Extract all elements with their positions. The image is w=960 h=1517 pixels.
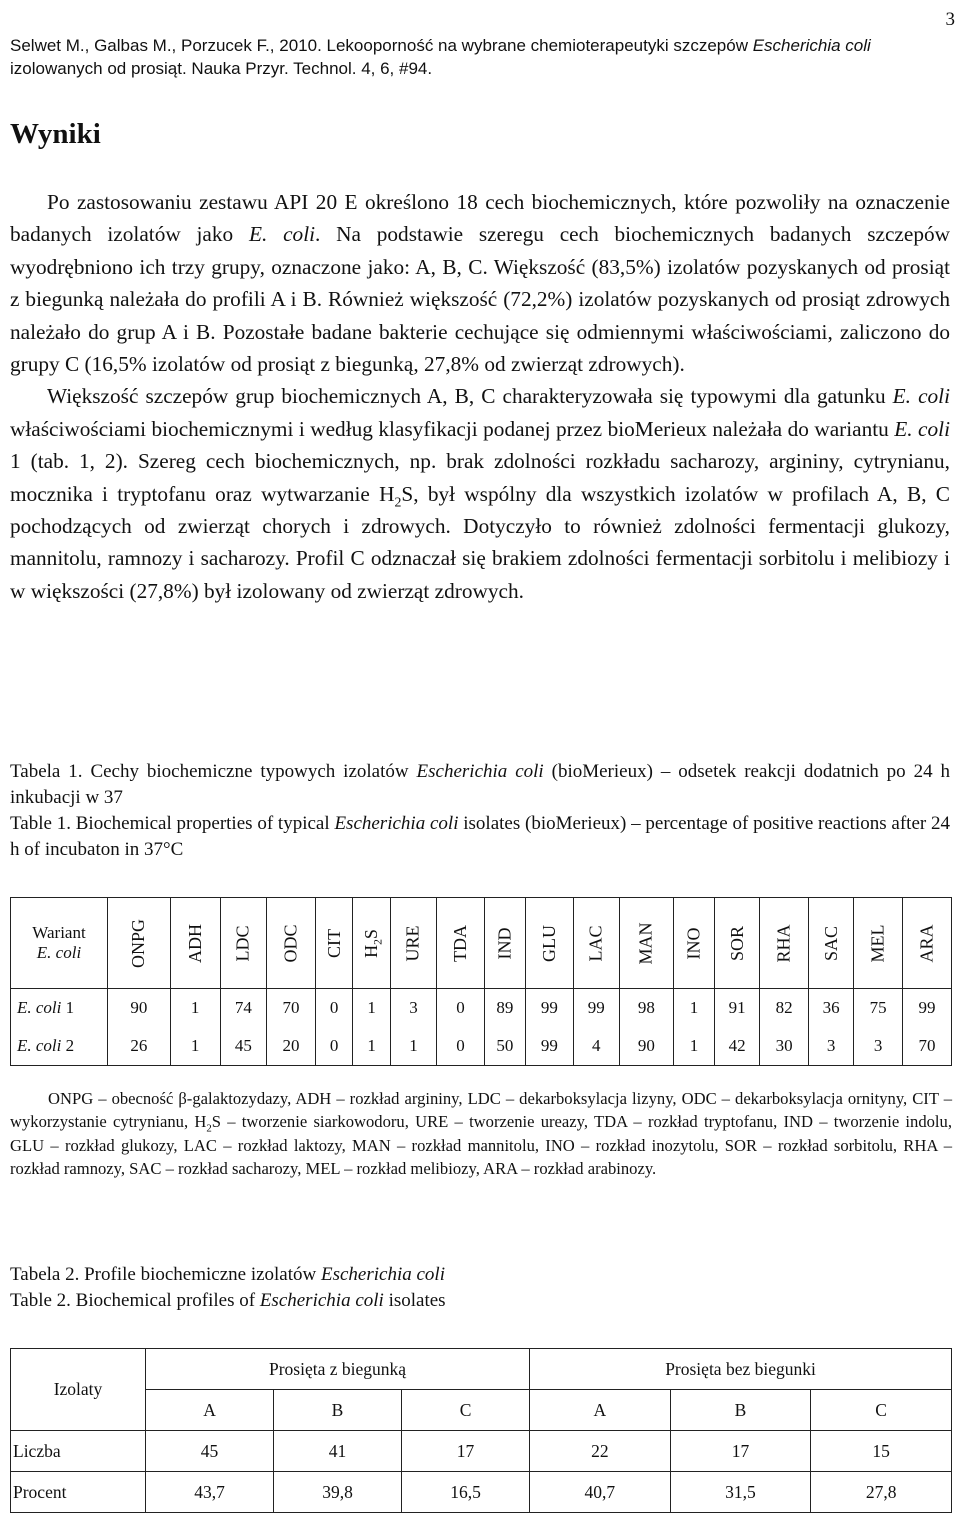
table1-caption-en: Table 1. Biochemical properties of typical Escherichia coli isolates (bioMerieux) – percentage of positive reactions after 24 h of incubaton in 37°C xyxy=(10,813,950,860)
table1-cell: 99 xyxy=(526,989,574,1028)
table1-cell: 1 xyxy=(170,1027,220,1066)
table2-cell: 31,5 xyxy=(670,1472,811,1513)
table1-cell: 98 xyxy=(619,989,673,1028)
table1-col-cit: CIT xyxy=(315,898,353,989)
table1-cell: 1 xyxy=(353,1027,390,1066)
paragraph-2: Większość szczepów grup biochemicznych A, B, C charakteryzowała się typowymi dla gatunku E. coli właściwościami biochemicznymi i według klasyfikacji podanej przez bioMerieux należała do wariantu E. coli 1 (tab. 1, 2). Szereg cech biochemicznych, np. brak zdolności rozkładu sacharozy, argininy, cytrynianu, mocznika i tryptofanu oraz wytwarzanie $H_2S$, był wspólny dla wszystkich izolatów w profilach A, B, C pochodzących od zwierząt chorych i zdrowych. Dotyczyło to również zdolności fermentacji glukozy, mannitolu, ramnozy i sacharozy. Profil C odznaczał się brakiem zdolności fermentacji sorbitolu i melibiozy i w większości (27,8%) był izolowany od zwierząt zdrowych. xyxy=(10,384,951,603)
table2-caption-pl: Tabela 2. Profile biochemiczne izolatów Escherichia coli xyxy=(10,1264,445,1285)
table2-caption-en: Table 2. Biochemical profiles of Escherichia coli isolates xyxy=(10,1290,446,1311)
table1-row-ecoli-2 xyxy=(11,1027,952,1066)
table1-cell: 82 xyxy=(760,989,809,1028)
table1-cell: 4 xyxy=(573,1027,619,1066)
table2-cell: 40,7 xyxy=(530,1472,671,1513)
table1-cell: 20 xyxy=(267,1027,316,1066)
results-text xyxy=(10,186,950,607)
table1-cell: 75 xyxy=(854,989,903,1028)
table2-group-diarrhea: Prosięta z biegunką xyxy=(146,1349,530,1390)
table1-col-glu: GLU xyxy=(526,898,574,989)
table2-group-row xyxy=(11,1349,952,1390)
table1-col-sor: SOR xyxy=(715,898,760,989)
table1-row-label: E. coli 1 xyxy=(11,989,108,1028)
table2-row-label: Liczba xyxy=(11,1431,146,1472)
table1-col-ldc: LDC xyxy=(220,898,266,989)
table2-cell: 39,8 xyxy=(274,1472,402,1513)
table2-cell: 17 xyxy=(402,1431,530,1472)
table1-cell: 70 xyxy=(902,1027,951,1066)
table1-cell: 50 xyxy=(484,1027,525,1066)
table2-subheader-row xyxy=(11,1390,952,1431)
table1-cell: 1 xyxy=(673,1027,714,1066)
table1-col-lac: LAC xyxy=(573,898,619,989)
table1-cell: 1 xyxy=(353,989,390,1028)
table1-row-label: E. coli 2 xyxy=(11,1027,108,1066)
table1-cell: 0 xyxy=(437,989,485,1028)
running-header xyxy=(10,9,955,80)
table2-subcol: C xyxy=(402,1390,530,1431)
table1-cell: 99 xyxy=(526,1027,574,1066)
table1-biochemical-properties xyxy=(10,897,952,1066)
table2-cell: 41 xyxy=(274,1431,402,1472)
table2-subcol: B xyxy=(670,1390,811,1431)
table1-cell: 3 xyxy=(854,1027,903,1066)
table1-cell: 89 xyxy=(484,989,525,1028)
table2-group-healthy: Prosięta bez biegunki xyxy=(530,1349,952,1390)
table1-col-man: MAN xyxy=(619,898,673,989)
table1-abbreviations: ONPG – obecność β-galaktozydazy, ADH – rozkład argininy, LDC – dekarboksylacja lizyny, ODC – dekarboksylacja ornityny, CIT – wykorzystanie cytrynianu, $H_2S$ – tworzenie siarkowodoru, URE – tworzenie ureazy, TDA – rozkład tryptofanu, IND – tworzenie indolu, GLU – rozkład glukozy, LAC – rozkład laktozy, MAN – rozkład mannitolu, INO – rozkład inozytolu, SOR – rozkład sorbitolu, RHA – rozkład ramnozy, SAC – rozkład sacharozy, MEL – rozkład melibiozy, ARA – rozkład arabinozy. xyxy=(10,1089,952,1178)
table1-cell: 26 xyxy=(108,1027,171,1066)
table1-col-onpg: ONPG xyxy=(108,898,171,989)
table1-col-odc: ODC xyxy=(267,898,316,989)
table1-cell: 1 xyxy=(390,1027,436,1066)
table1-cell: 3 xyxy=(390,989,436,1028)
table1-cell: 42 xyxy=(715,1027,760,1066)
table2-cell: 43,7 xyxy=(146,1472,274,1513)
table1-cell: 45 xyxy=(220,1027,266,1066)
table1-caption-pl: Tabela 1. Cechy biochemiczne typowych izolatów Escherichia coli (bioMerieux) – odsetek reakcji dodatnich po 24 h inkubacji w 37 xyxy=(10,761,950,808)
table1-col-rha: RHA xyxy=(760,898,809,989)
table1-col-ind: IND xyxy=(484,898,525,989)
table1-cell: 90 xyxy=(108,989,171,1028)
table2-subcol: A xyxy=(146,1390,274,1431)
page-number: 3 xyxy=(945,9,955,30)
table1-col-ara: ARA xyxy=(902,898,951,989)
table2-cell: 16,5 xyxy=(402,1472,530,1513)
table1-caption xyxy=(10,759,950,863)
table1-cell: 3 xyxy=(809,1027,854,1066)
table1-cell: 74 xyxy=(220,989,266,1028)
table2-subcol: B xyxy=(274,1390,402,1431)
table1-cell: 0 xyxy=(315,989,353,1028)
table1-cell: 30 xyxy=(760,1027,809,1066)
table2-row-count xyxy=(11,1431,952,1472)
table1-col-sac: SAC xyxy=(809,898,854,989)
table2-caption xyxy=(10,1262,950,1314)
table2-row-percent xyxy=(11,1472,952,1513)
citation-line-2: izolowanych od prosiąt. Nauka Przyr. Technol. 4, 6, #94. xyxy=(10,59,433,78)
table1-cell: 36 xyxy=(809,989,854,1028)
table2-cell: 27,8 xyxy=(811,1472,952,1513)
table1-corner: Wariant E. coli xyxy=(11,898,108,989)
table2-cell: 45 xyxy=(146,1431,274,1472)
table2-cell: 22 xyxy=(530,1431,671,1472)
table1-cell: 99 xyxy=(573,989,619,1028)
citation-line-1: Selwet M., Galbas M., Porzucek F., 2010. Lekooporność na wybrane chemioterapeutyki szczepów Escherichia coli xyxy=(10,36,871,55)
table1-row-ecoli-1 xyxy=(11,989,952,1028)
table2-biochemical-profiles xyxy=(10,1348,952,1513)
table1-cell: 1 xyxy=(673,989,714,1028)
table1-cell: 91 xyxy=(715,989,760,1028)
table1-header-row xyxy=(11,898,952,989)
section-heading: Wyniki xyxy=(10,118,101,150)
table1-col-tda: TDA xyxy=(437,898,485,989)
table2-row-label: Procent xyxy=(11,1472,146,1513)
table2-subcol: A xyxy=(530,1390,671,1431)
table1-cell: 70 xyxy=(267,989,316,1028)
table2-corner: Izolaty xyxy=(11,1349,146,1431)
table1-col-h2s: $H_2S$ xyxy=(353,898,390,989)
table1-col-adh: ADH xyxy=(170,898,220,989)
table2-cell: 17 xyxy=(670,1431,811,1472)
table1-col-ino: INO xyxy=(673,898,714,989)
table1-col-mel: MEL xyxy=(854,898,903,989)
table1-col-ure: URE xyxy=(390,898,436,989)
table1-cell: 0 xyxy=(315,1027,353,1066)
table2-cell: 15 xyxy=(811,1431,952,1472)
paragraph-1: Po zastosowaniu zestawu API 20 E określono 18 cech biochemicznych, które pozwoliły na oznaczenie badanych izolatów jako E. coli. Na podstawie szeregu cech biochemicznych badanych szczepów wyodrębniono ich trzy grupy, oznaczone jako: A, B, C. Większość (83,5%) izolatów pozyskanych od prosiąt z biegunką należała do profili A i B. Również większość (72,2%) izolatów pozyskanych od prosiąt zdrowych należało do grup A i B. Pozostałe badane bakterie cechujące się odmiennymi właściwościami, zaliczono do grupy C (16,5% izolatów od prosiąt z biegunką, 27,8% od zwierząt zdrowych). xyxy=(10,190,951,377)
table2-subcol: C xyxy=(811,1390,952,1431)
table1-cell: 0 xyxy=(437,1027,485,1066)
table1-cell: 90 xyxy=(619,1027,673,1066)
table1-cell: 1 xyxy=(170,989,220,1028)
table1-cell: 99 xyxy=(902,989,951,1028)
